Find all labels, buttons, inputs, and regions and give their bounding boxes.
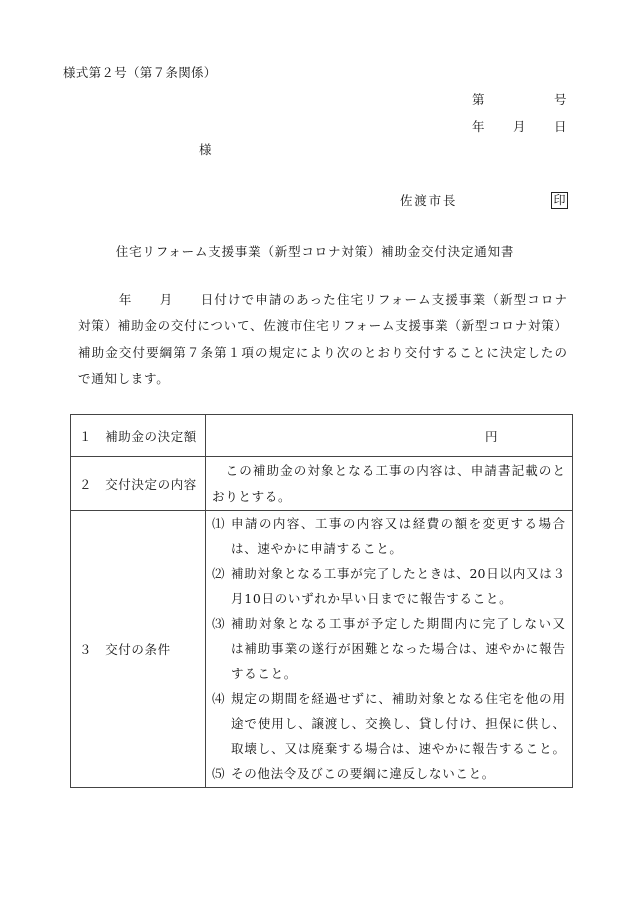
condition-line: 補助対象となる工事が予定した期間内に完了しない又	[231, 616, 565, 631]
form-number: 様式第２号（第７条関係）	[63, 65, 217, 80]
condition-line: 取壊し、又は廃棄する場合は、速やかに報告すること。	[231, 741, 565, 756]
decision-cell	[206, 457, 572, 510]
condition-item	[212, 611, 565, 686]
decision-line: この補助金の対象となる工事の内容は、申請書記載のと	[212, 463, 565, 478]
seal-box: 印	[551, 192, 568, 209]
decision-label: ２ 交付決定の内容	[71, 457, 206, 510]
grant-decision-table	[70, 414, 573, 788]
conditions-cell	[206, 511, 572, 787]
date-month-label: 月	[513, 119, 526, 134]
condition-line: は、速やかに申請すること。	[231, 541, 403, 556]
table-row-amount	[71, 415, 572, 457]
decision-line: おりとする。	[212, 489, 292, 504]
condition-line: 途で使用し、譲渡し、交換し、貸し付け、担保に供し、	[231, 716, 565, 731]
condition-item	[212, 686, 565, 761]
date-year-label: 年	[472, 119, 485, 134]
condition-line: 補助対象となる工事が完了したときは、20日以内又は３	[231, 566, 565, 581]
document-number-suffix: 号	[554, 92, 567, 107]
condition-line: 月10日のいずれか早い日までに報告すること。	[231, 591, 513, 606]
document-title: 住宅リフォーム支援事業（新型コロナ対策）補助金交付決定通知書	[115, 244, 515, 259]
body-line: 年 月 日付けで申請のあった住宅リフォーム支援事業（新型コロナ	[78, 292, 567, 307]
notice-body	[78, 287, 567, 392]
condition-line: は補助事業の遂行が困難となった場合は、速やかに報告	[231, 641, 565, 656]
document-number-prefix: 第	[472, 92, 485, 107]
condition-item	[212, 511, 565, 561]
condition-marker: ⑶	[212, 616, 225, 631]
amount-label: １ 補助金の決定額	[71, 415, 206, 456]
table-row-decision	[71, 457, 572, 511]
date-day-label: 日	[554, 119, 567, 134]
body-line: 対策）補助金の交付について、佐渡市住宅リフォーム支援事業（新型コロナ対策）	[78, 318, 567, 334]
addressee-honorific: 様	[199, 142, 212, 157]
amount-unit: 円	[485, 428, 498, 444]
condition-line: 規定の期間を経過せずに、補助対象となる住宅を他の用	[231, 691, 565, 706]
table-row-conditions	[71, 511, 572, 787]
condition-item	[212, 561, 565, 611]
condition-marker: ⑷	[212, 691, 225, 706]
body-line: で通知します。	[78, 370, 170, 386]
body-line: 補助金交付要綱第７条第１項の規定により次のとおり交付することに決定したの	[78, 344, 567, 360]
conditions-label: ３ 交付の条件	[71, 511, 206, 787]
issuer-name: 佐渡市長	[400, 193, 458, 208]
condition-marker: ⑴	[212, 516, 225, 531]
condition-line: その他法令及びこの要綱に違反しないこと。	[231, 766, 496, 781]
condition-marker: ⑵	[212, 566, 225, 581]
condition-item	[212, 761, 565, 786]
condition-marker: ⑸	[212, 766, 225, 781]
condition-line: すること。	[231, 666, 298, 681]
condition-line: 申請の内容、工事の内容又は経費の額を変更する場合	[231, 516, 565, 531]
amount-cell	[206, 415, 572, 456]
